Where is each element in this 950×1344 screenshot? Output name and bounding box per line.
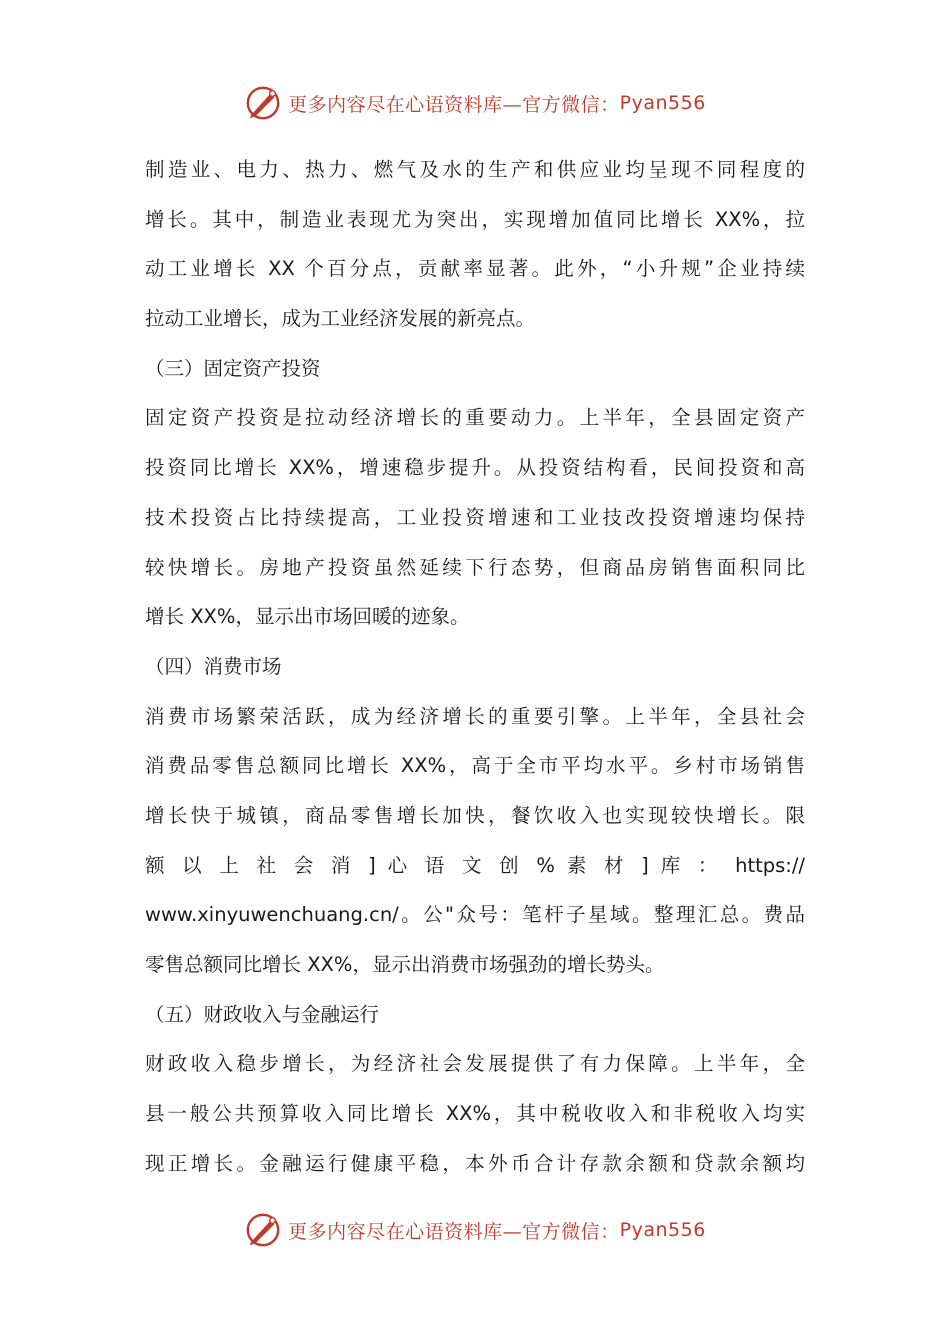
text-line: 县一般公共预算收入同比增长 XX%，其中税收收入和非税收入均实 bbox=[145, 1102, 805, 1126]
section-heading: （五）财政收入与金融运行 bbox=[145, 1002, 380, 1026]
text-line: 消费品零售总额同比增长 XX%，高于全市平均水平。乡村市场销售 bbox=[145, 754, 805, 778]
pen-logo-icon bbox=[244, 84, 282, 122]
text-line: 拉动工业增长，成为工业经济发展的新亮点。 bbox=[145, 307, 536, 331]
banner-wechat-id: Pyan556 bbox=[619, 1219, 706, 1241]
text-line: 动工业增长 XX 个百分点，贡献率显著。此外，“小升规”企业持续 bbox=[145, 257, 805, 281]
text-line: 额 以 上 社 会 消 ] 心 语 文 创 % 素 材 ] 库 ： https:// bbox=[145, 853, 805, 877]
text-line: 增长。其中，制造业表现尤为突出，实现增加值同比增长 XX%，拉 bbox=[145, 207, 805, 231]
text-line: 制造业、电力、热力、燃气及水的生产和供应业均呈现不同程度的 bbox=[145, 158, 805, 181]
section-heading: （四）消费市场 bbox=[145, 654, 282, 678]
text-line: 投资同比增长 XX%，增速稳步提升。从投资结构看，民间投资和高 bbox=[145, 456, 805, 480]
text-line: 增长快于城镇，商品零售增长加快，餐饮收入也实现较快增长。限 bbox=[145, 803, 805, 827]
section-heading: （三）固定资产投资 bbox=[145, 356, 321, 380]
text-line: 消费市场繁荣活跃，成为经济增长的重要引擎。上半年，全县社会 bbox=[145, 704, 805, 728]
text-line: 技术投资占比持续提高，工业投资增速和工业技改投资增速均保持 bbox=[145, 505, 805, 529]
header-banner bbox=[0, 78, 950, 128]
pen-logo-icon bbox=[244, 1211, 282, 1249]
text-line: www.xinyuwenchuang.cn/。公"众号：笔杆子星域。整理汇总。费品 bbox=[145, 903, 805, 927]
text-line: 现正增长。金融运行健康平稳，本外币合计存款余额和贷款余额均 bbox=[145, 1151, 805, 1175]
text-line: 增长 XX%，显示出市场回暖的迹象。 bbox=[145, 605, 470, 629]
text-line: 财政收入稳步增长，为经济社会发展提供了有力保障。上半年，全 bbox=[145, 1052, 805, 1076]
banner-wechat-id: Pyan556 bbox=[619, 92, 706, 114]
text-line: 固定资产投资是拉动经济增长的重要动力。上半年，全县固定资产 bbox=[145, 406, 805, 430]
text-line: 较快增长。房地产投资虽然延续下行态势，但商品房销售面积同比 bbox=[145, 555, 805, 579]
footer-banner bbox=[0, 1205, 950, 1255]
banner-text: 更多内容尽在心语资料库—官方微信： bbox=[288, 93, 620, 116]
banner-text: 更多内容尽在心语资料库—官方微信： bbox=[288, 1220, 620, 1243]
text-line: 零售总额同比增长 XX%，显示出消费市场强劲的增长势头。 bbox=[145, 953, 665, 976]
document-body bbox=[145, 145, 805, 1188]
